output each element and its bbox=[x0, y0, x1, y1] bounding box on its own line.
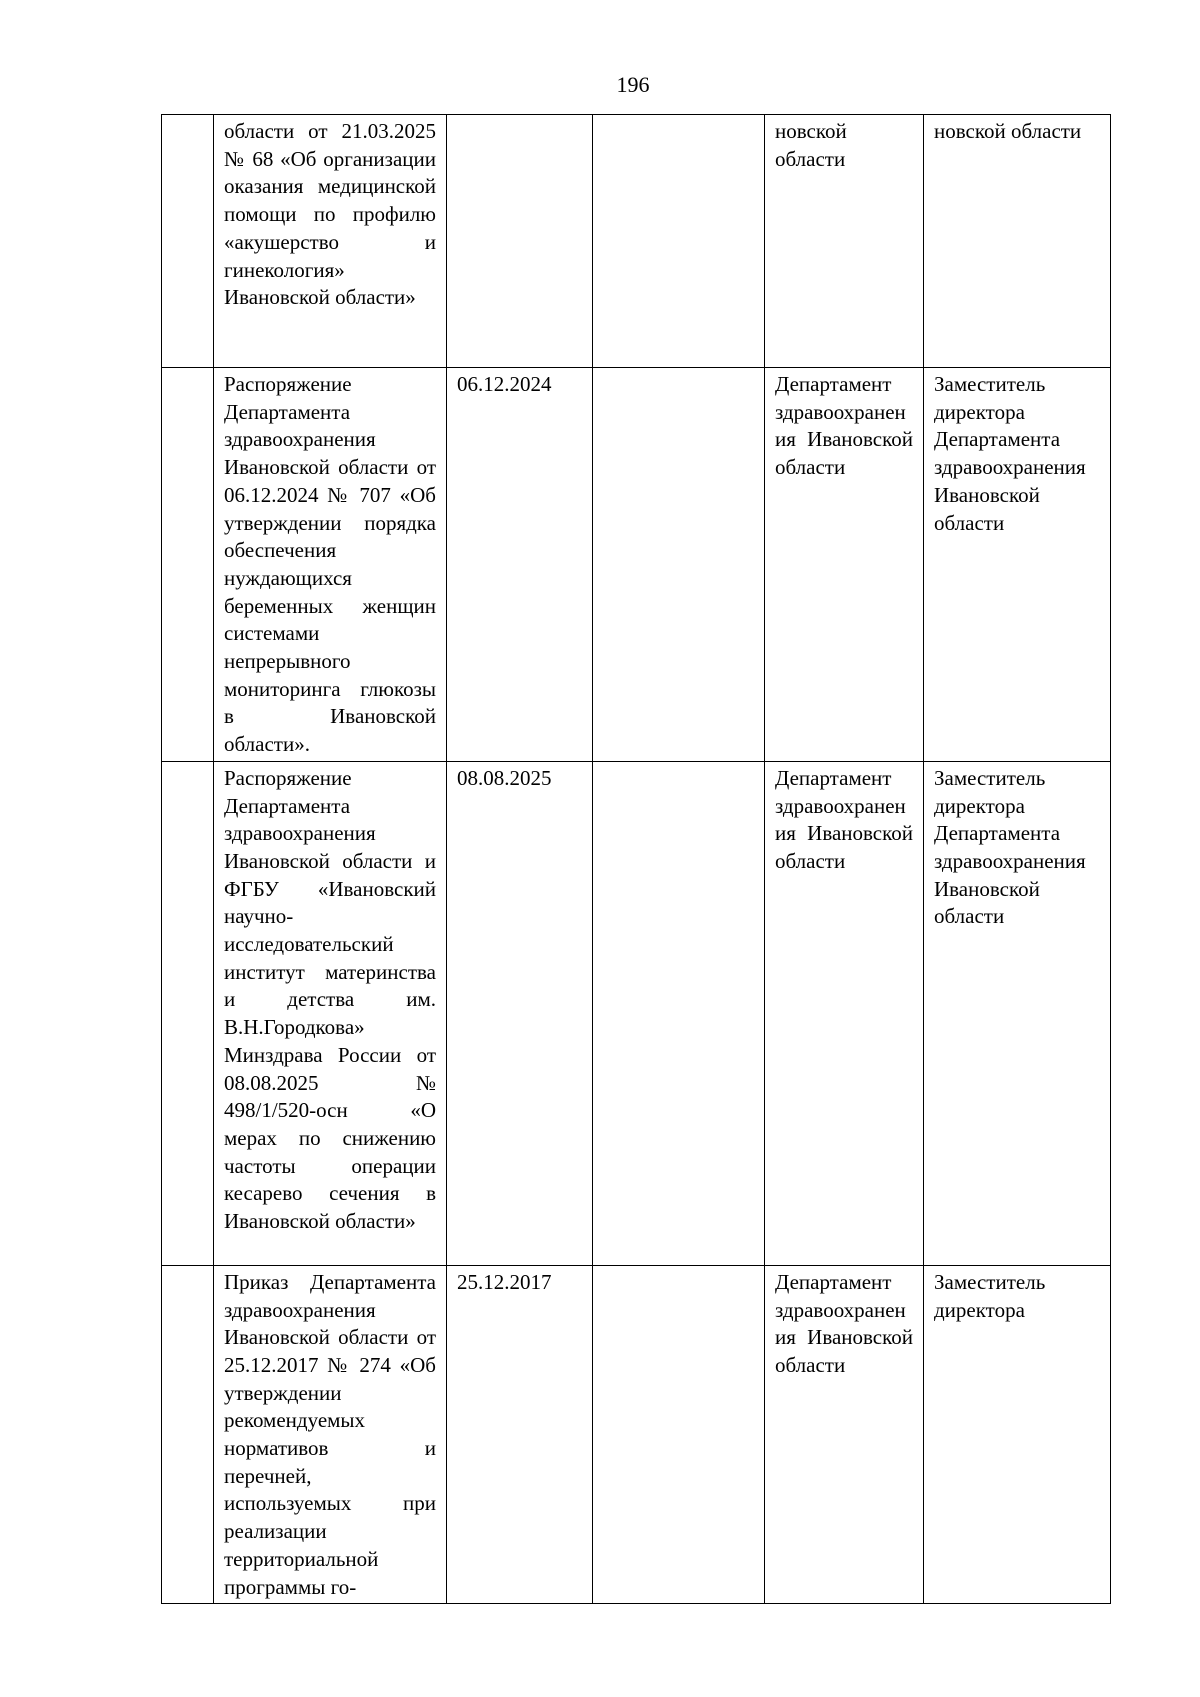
document-text: Распоряжение Департамента здравоохранения Ивановской области и ФГБУ «Ивановский научно-исследовательский институт материнства и детства им. В.Н.Городкова» Минздрава России от 08.08.2025 № 498/1/520-осн «О мерах по снижению частоты операции кесарево сечения в Ивановской области» bbox=[224, 765, 436, 1234]
executor-cell bbox=[765, 1265, 924, 1603]
date-cell bbox=[447, 1265, 593, 1603]
document-cell bbox=[214, 368, 447, 762]
executor-cell bbox=[765, 368, 924, 762]
document-cell bbox=[214, 761, 447, 1265]
executor-cell bbox=[765, 115, 924, 368]
number-cell bbox=[162, 761, 214, 1265]
executor-text: Департамент здравоохранения Ивановской области bbox=[775, 372, 913, 480]
responsible-cell bbox=[924, 1265, 1111, 1603]
empty-cell bbox=[593, 1265, 765, 1603]
empty-cell bbox=[593, 368, 765, 762]
empty-cell bbox=[593, 115, 765, 368]
date-cell bbox=[447, 368, 593, 762]
document-text: Распоряжение Департамента здравоохранения Ивановской области от 06.12.2024 № 707 «Об утверждении порядка обеспечения нуждающихся беременных женщин системами непрерывного мониторинга глюкозы в Ивановской области». bbox=[224, 372, 436, 757]
executor-cell bbox=[765, 761, 924, 1265]
document-text: Приказ Департамента здравоохранения Ивановской области от 25.12.2017 № 274 «Об утверждении рекомендуемых нормативов и перечней, используемых при реализации территориальной программы го- bbox=[224, 1269, 436, 1599]
date-cell bbox=[447, 761, 593, 1265]
date-text: 06.12.2024 bbox=[457, 372, 552, 396]
responsible-text: новской области bbox=[934, 119, 1082, 143]
executor-text: Департамент здравоохранения Ивановской области bbox=[775, 765, 913, 873]
date-text: 25.12.2017 bbox=[457, 1269, 552, 1294]
date-text: 08.08.2025 bbox=[457, 765, 552, 790]
responsible-text: Заместитель директора Департамента здравоохранения Ивановской области bbox=[934, 765, 1086, 929]
responsible-text: Заместитель директора bbox=[934, 1269, 1046, 1322]
responsible-text: Заместитель директора Департамента здравоохранения Ивановской области bbox=[934, 372, 1086, 535]
responsible-cell bbox=[924, 368, 1111, 762]
responsible-cell bbox=[924, 115, 1111, 368]
document-cell bbox=[214, 1265, 447, 1603]
measures-table bbox=[161, 114, 1111, 1604]
document-text: области от 21.03.2025 № 68 «Об организации оказания медицинской помощи по профилю «акушерство и гинекология» Ивановской области» bbox=[224, 119, 436, 310]
document-cell bbox=[214, 115, 447, 368]
date-cell bbox=[447, 115, 593, 368]
number-cell bbox=[162, 115, 214, 368]
table-row bbox=[162, 1265, 1111, 1603]
page-number: 196 bbox=[616, 72, 650, 97]
number-cell bbox=[162, 368, 214, 762]
executor-text: Департамент здравоохранения Ивановской области bbox=[775, 1269, 913, 1377]
responsible-cell bbox=[924, 761, 1111, 1265]
table-row bbox=[162, 761, 1111, 1265]
table-row bbox=[162, 368, 1111, 762]
executor-text: новской области bbox=[775, 119, 847, 171]
table-row bbox=[162, 115, 1111, 368]
number-cell bbox=[162, 1265, 214, 1603]
empty-cell bbox=[593, 761, 765, 1265]
